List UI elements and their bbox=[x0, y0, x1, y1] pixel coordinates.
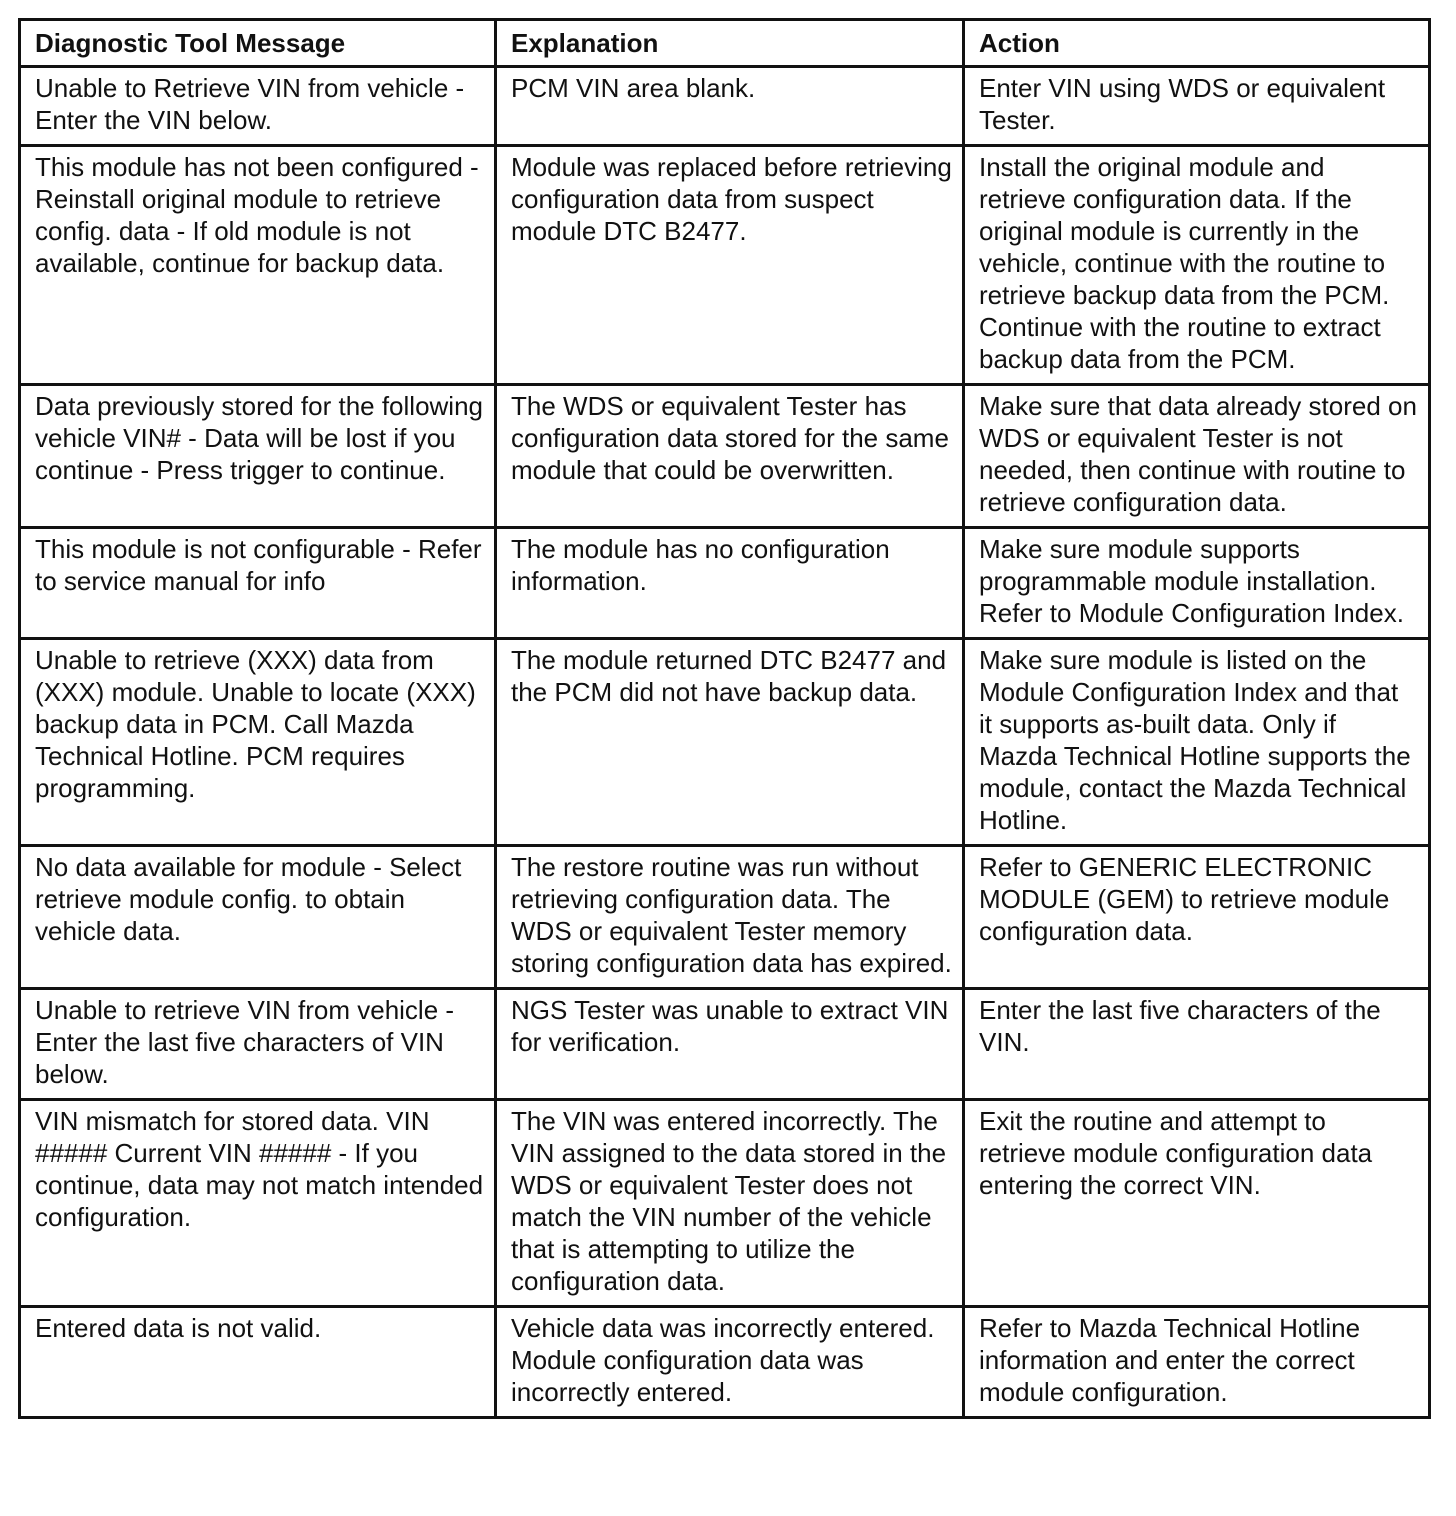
action-cell: Make sure that data already stored on WDS or equivalent Tester is not needed, then continue with routine to retrieve configuration data. bbox=[964, 385, 1430, 528]
message-cell: This module is not configurable - Refer to service manual for info bbox=[20, 528, 496, 639]
table-row bbox=[20, 989, 1430, 1100]
action-cell: Enter VIN using WDS or equivalent Tester. bbox=[964, 67, 1430, 146]
table-header-row bbox=[20, 20, 1430, 67]
table-row bbox=[20, 146, 1430, 385]
table-row bbox=[20, 1100, 1430, 1307]
message-cell: Unable to retrieve VIN from vehicle - Enter the last five characters of VIN below. bbox=[20, 989, 496, 1100]
message-cell: Data previously stored for the following vehicle VIN# - Data will be lost if you continue - Press trigger to continue. bbox=[20, 385, 496, 528]
message-cell: Unable to retrieve (XXX) data from (XXX) module. Unable to locate (XXX) backup data in PCM. Call Mazda Technical Hotline. PCM requires programming. bbox=[20, 639, 496, 846]
action-cell: Exit the routine and attempt to retrieve module configuration data entering the correct VIN. bbox=[964, 1100, 1430, 1307]
explanation-cell: The module has no configuration information. bbox=[496, 528, 964, 639]
table-row bbox=[20, 67, 1430, 146]
message-cell: Unable to Retrieve VIN from vehicle - Enter the VIN below. bbox=[20, 67, 496, 146]
table-row bbox=[20, 639, 1430, 846]
action-cell: Install the original module and retrieve configuration data. If the original module is currently in the vehicle, continue with the routine to retrieve backup data from the PCM. Continue with the routine to extract backup data from the PCM. bbox=[964, 146, 1430, 385]
message-cell: Entered data is not valid. bbox=[20, 1307, 496, 1418]
explanation-cell: PCM VIN area blank. bbox=[496, 67, 964, 146]
message-cell: This module has not been configured - Reinstall original module to retrieve config. data - If old module is not available, continue for backup data. bbox=[20, 146, 496, 385]
explanation-cell: NGS Tester was unable to extract VIN for verification. bbox=[496, 989, 964, 1100]
action-cell: Refer to GENERIC ELECTRONIC MODULE (GEM) to retrieve module configuration data. bbox=[964, 846, 1430, 989]
explanation-cell: Vehicle data was incorrectly entered. Module configuration data was incorrectly entered. bbox=[496, 1307, 964, 1418]
diagnostic-message-table bbox=[18, 18, 1431, 1419]
explanation-cell: The VIN was entered incorrectly. The VIN assigned to the data stored in the WDS or equivalent Tester does not match the VIN number of the vehicle that is attempting to utilize the configuration data. bbox=[496, 1100, 964, 1307]
header-diagnostic-tool-message: Diagnostic Tool Message bbox=[20, 20, 496, 67]
action-cell: Make sure module supports programmable module installation. Refer to Module Configuration Index. bbox=[964, 528, 1430, 639]
document-page bbox=[18, 18, 1428, 1419]
action-cell: Refer to Mazda Technical Hotline information and enter the correct module configuration. bbox=[964, 1307, 1430, 1418]
message-cell: VIN mismatch for stored data. VIN ##### Current VIN ##### - If you continue, data may not match intended configuration. bbox=[20, 1100, 496, 1307]
header-action: Action bbox=[964, 20, 1430, 67]
table-row bbox=[20, 385, 1430, 528]
explanation-cell: The module returned DTC B2477 and the PCM did not have backup data. bbox=[496, 639, 964, 846]
table-row bbox=[20, 846, 1430, 989]
explanation-cell: The restore routine was run without retrieving configuration data. The WDS or equivalent Tester memory storing configuration data has expired. bbox=[496, 846, 964, 989]
table-row bbox=[20, 528, 1430, 639]
table-row bbox=[20, 1307, 1430, 1418]
action-cell: Enter the last five characters of the VIN. bbox=[964, 989, 1430, 1100]
explanation-cell: Module was replaced before retrieving configuration data from suspect module DTC B2477. bbox=[496, 146, 964, 385]
header-explanation: Explanation bbox=[496, 20, 964, 67]
message-cell: No data available for module - Select retrieve module config. to obtain vehicle data. bbox=[20, 846, 496, 989]
explanation-cell: The WDS or equivalent Tester has configuration data stored for the same module that could be overwritten. bbox=[496, 385, 964, 528]
action-cell: Make sure module is listed on the Module Configuration Index and that it supports as-built data. Only if Mazda Technical Hotline supports the module, contact the Mazda Technical Hotline. bbox=[964, 639, 1430, 846]
